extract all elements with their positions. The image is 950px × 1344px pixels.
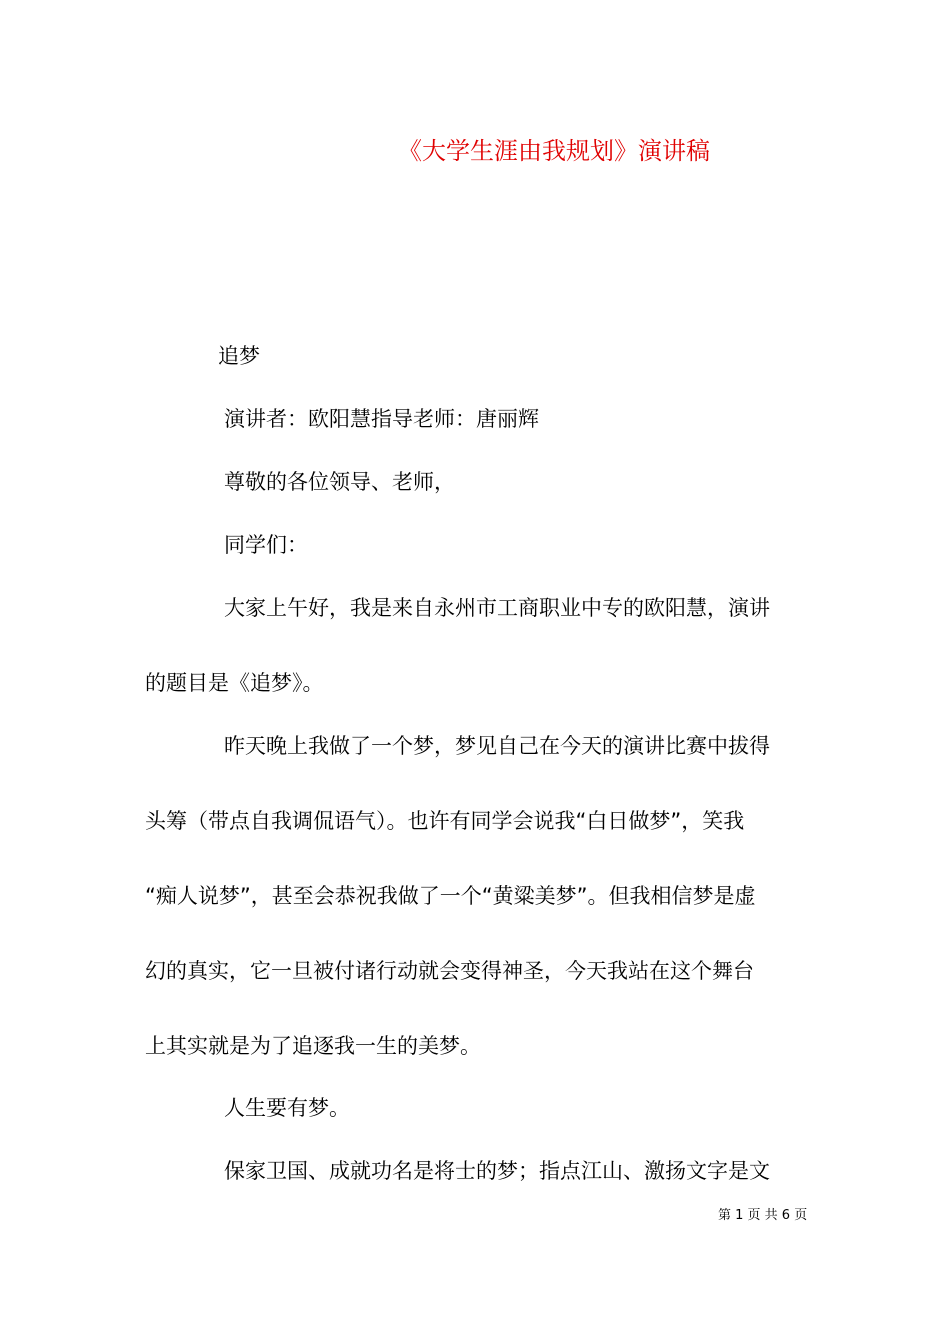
greeting-line: 尊敬的各位领导、老师，: [224, 470, 455, 494]
document-title: 《大学生涯由我规划》演讲稿: [398, 137, 710, 165]
speaker-line: 演讲者：欧阳慧指导老师：唐丽辉: [224, 407, 539, 431]
paragraph-line: 幻的真实，它一旦被付诸行动就会变得神圣，今天我站在这个舞台: [145, 959, 754, 983]
paragraph-line: 的题目是《追梦》。: [145, 671, 324, 695]
paragraph-line: “痴人说梦”，甚至会恭祝我做了一个“黄粱美梦”。但我相信梦是虚: [145, 884, 756, 908]
greeting-line: 同学们：: [224, 533, 308, 557]
paragraph-line: 上其实就是为了追逐我一生的美梦。: [145, 1034, 481, 1058]
paragraph-line: 大家上午好，我是来自永州市工商职业中专的欧阳慧，演讲: [224, 596, 770, 620]
page-footer: 第 1 页 共 6 页: [718, 1208, 808, 1223]
speech-heading: 追梦: [218, 344, 260, 368]
paragraph-line: 头筹（带点自我调侃语气）。也许有同学会说我“白日做梦”，笑我: [145, 809, 745, 833]
paragraph-line: 人生要有梦。: [224, 1096, 350, 1120]
paragraph-line: 昨天晚上我做了一个梦，梦见自己在今天的演讲比赛中拔得: [224, 734, 770, 758]
paragraph-line: 保家卫国、成就功名是将士的梦；指点江山、激扬文字是文: [224, 1159, 770, 1183]
